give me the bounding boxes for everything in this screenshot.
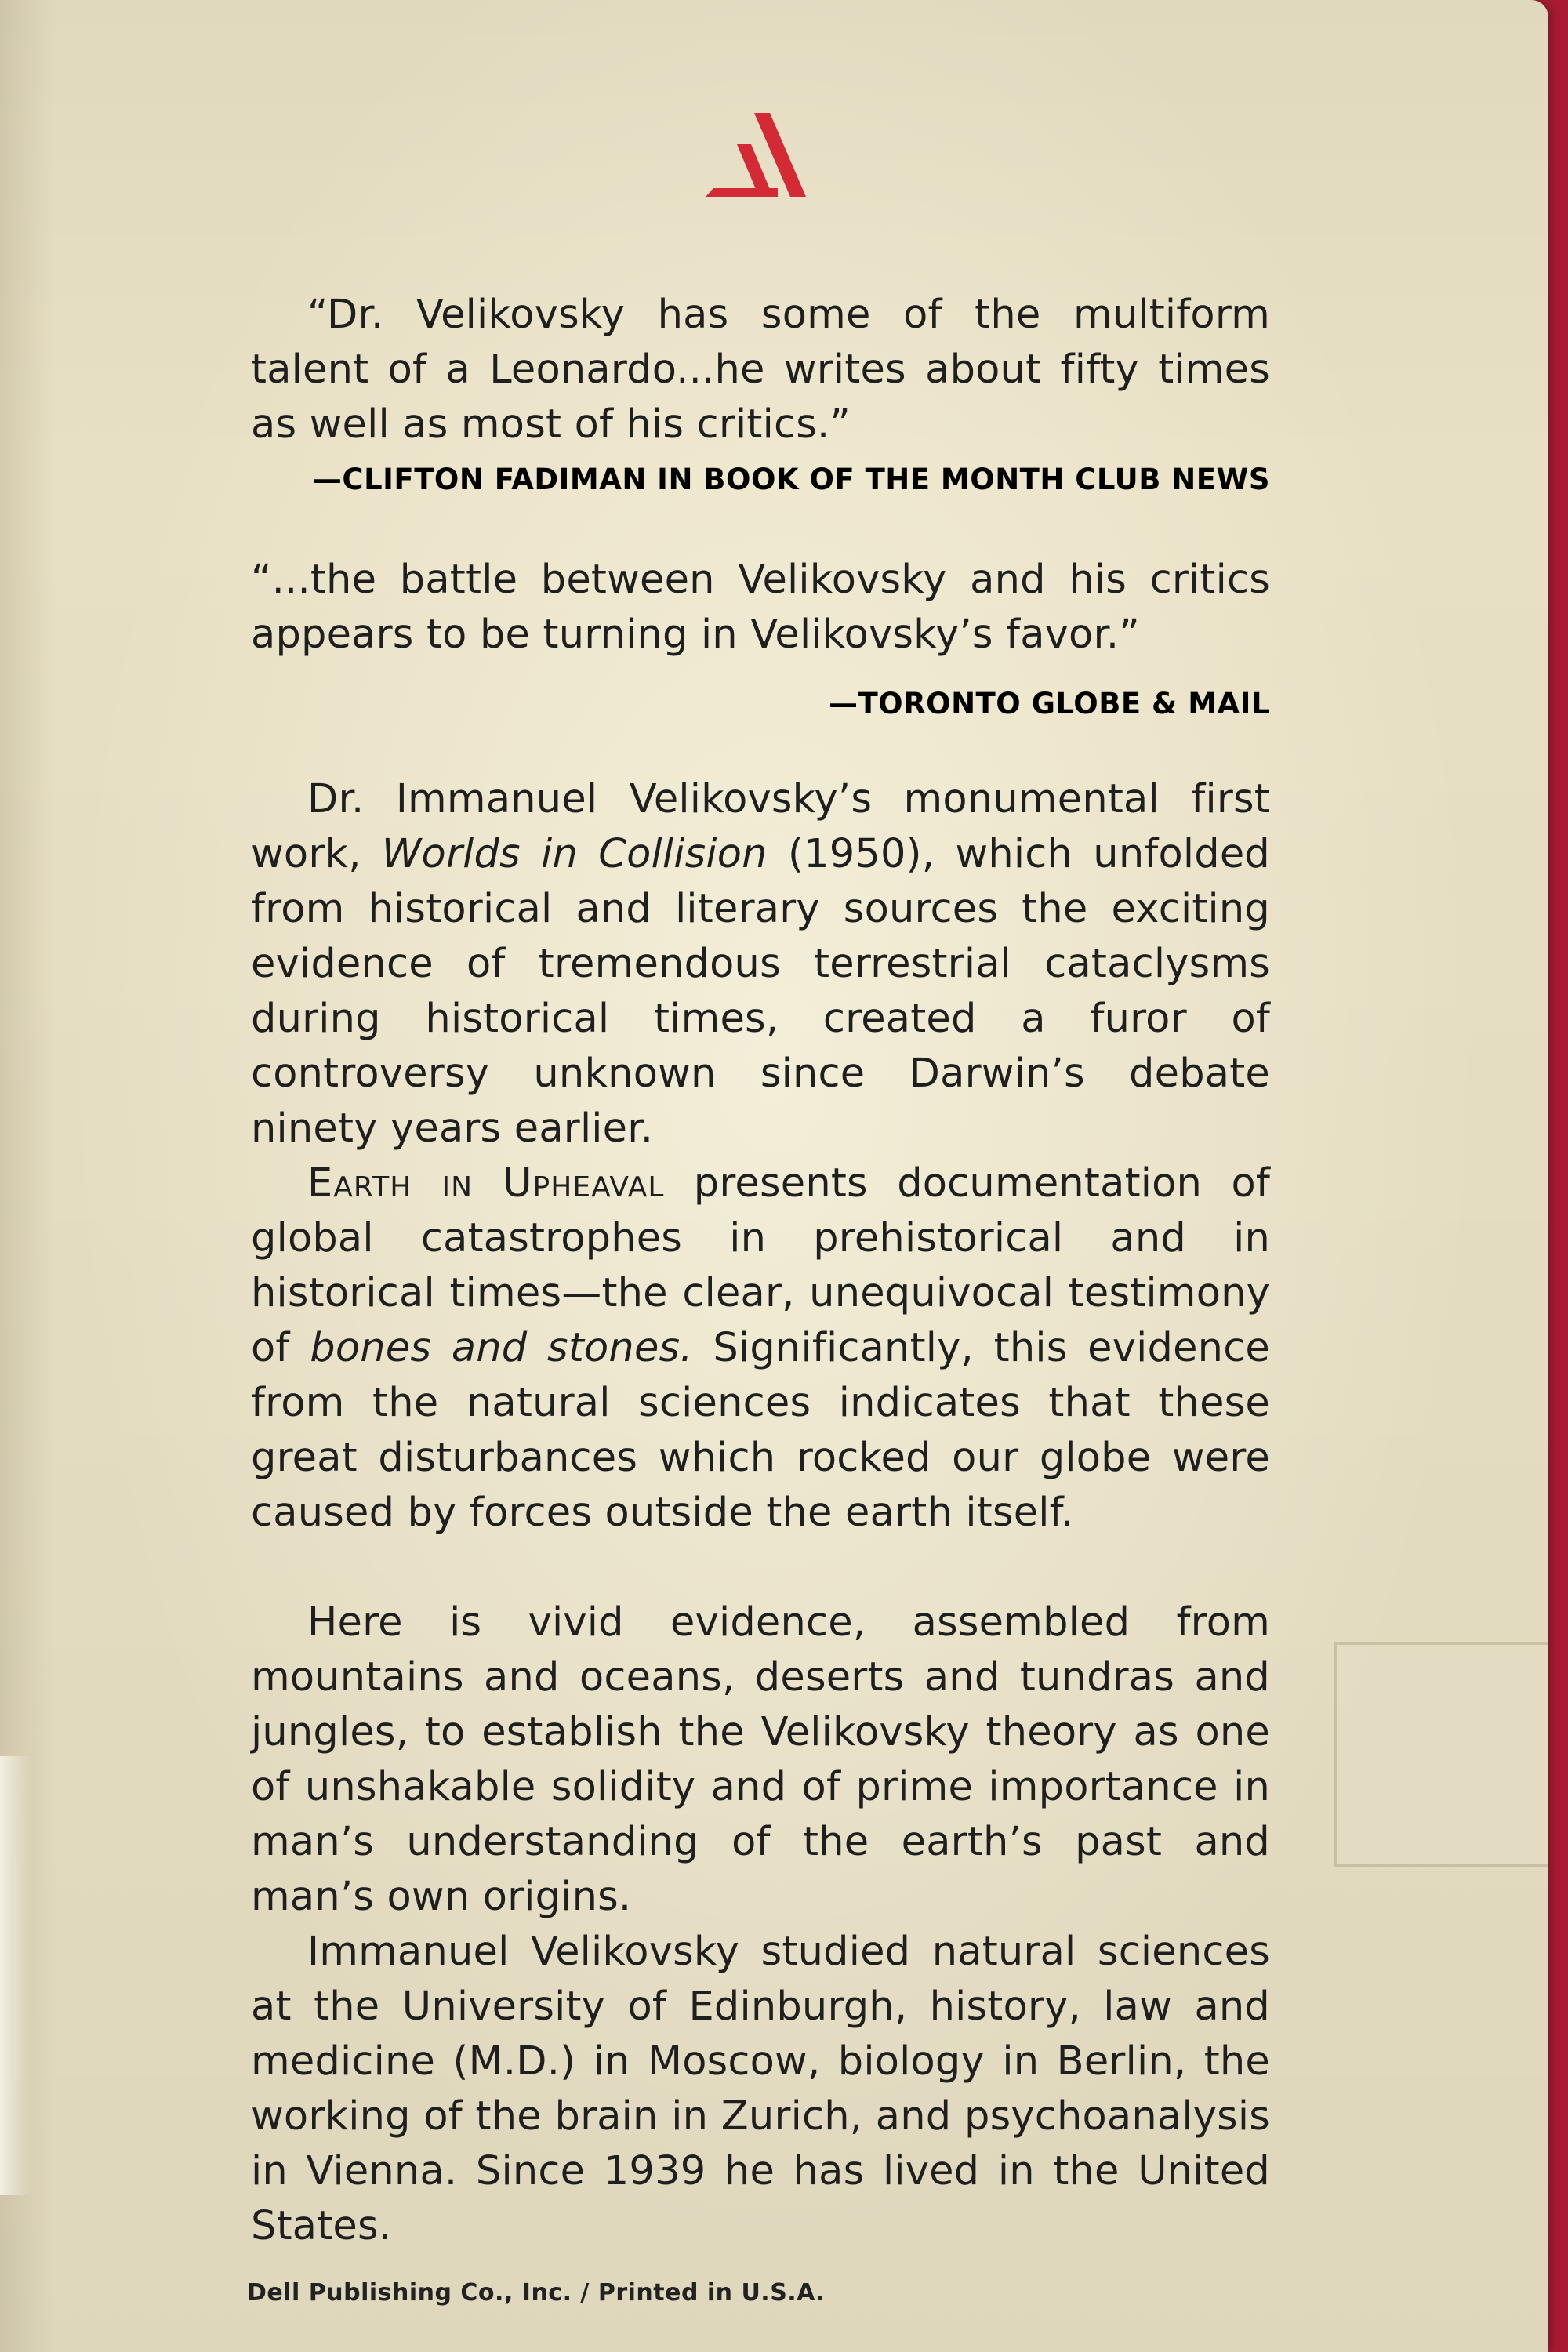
body-paragraph-1 <box>251 772 1270 1156</box>
p2-rest: Significantly, this evidence from the natural sciences indicates that these great disturbances which rocked our globe were caused by forces outside the earth itself. <box>251 1325 1271 1536</box>
sticker-residue <box>1334 1642 1548 1867</box>
quote-1-text: “Dr. Velikovsky has some of the multiform talent of a Leonardo...he writes about fifty times as well as most of his critics.” <box>251 292 1270 448</box>
p2-middle: presents documentation of global catastrophes in prehistorical and in historical times—the clear, unequivocal testimony of <box>251 1160 1270 1371</box>
p1-book-title: Worlds in Collision <box>381 831 768 877</box>
p1-lead: Dr. Immanuel Velikovsky’s monumental first work, <box>251 776 1270 877</box>
quote-2-text: “...the battle between Velikovsky and his critics appears to be turning in Velikovsky’s favor.” <box>251 557 1270 658</box>
publisher-footer: Dell Publishing Co., Inc. / Printed in U.S.A. <box>247 2279 826 2307</box>
p1-rest: (1950), which unfolded from historical and literary sources the exciting evidence of tremendous terrestrial cataclysms during historical times, created a furor of controversy unknown since Darwin’s debate ninety years earlier. <box>251 831 1270 1152</box>
quote-1-attribution: —CLIFTON FADIMAN IN BOOK OF THE MONTH CLUB NEWS <box>312 463 1270 496</box>
body-paragraph-4: Immanuel Velikovsky studied natural sciences at the University of Edinburgh, history, law and medicine (M.D.) in Moscow, biology in Berlin, the working of the brain in Zurich, and psychoanalysis in Vienna. Since 1939 he has lived in the United States. <box>251 1929 1270 2249</box>
body-paragraph-3: Here is vivid evidence, assembled from mountains and oceans, deserts and tundras and jungles, to establish the Velikovsky theory as one of unshakable solidity and of prime importance in man’s understanding of the earth’s past and man’s own origins. <box>251 1599 1270 1920</box>
body-paragraph-2 <box>251 1156 1270 1541</box>
p2-book-title: Earth in Upheaval <box>307 1160 665 1207</box>
worn-edge <box>0 1756 31 2195</box>
dell-triangle-logo-icon <box>706 110 808 200</box>
quote-2-attribution: —TORONTO GLOBE & MAIL <box>828 687 1270 720</box>
p2-italic-phrase: bones and stones. <box>310 1325 693 1371</box>
